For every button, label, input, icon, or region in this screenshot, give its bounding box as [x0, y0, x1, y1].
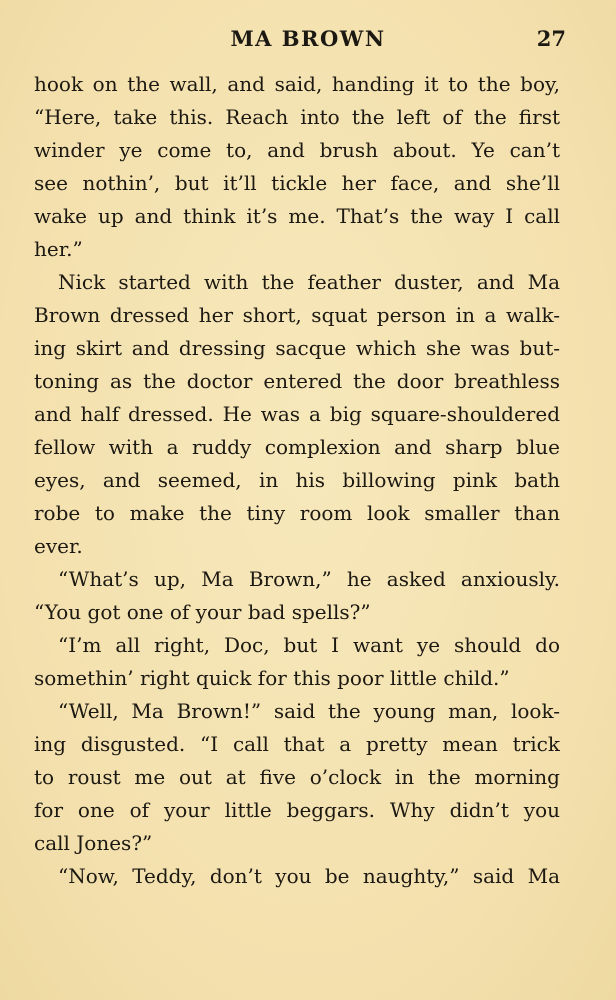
text-line: for one of your little beggars. Why didn’t you — [34, 798, 560, 822]
text-line: her.” — [34, 237, 83, 261]
paragraph — [34, 860, 560, 893]
text-line: “Here, take this. Reach into the left of the first — [34, 105, 560, 129]
text-line: somethin’ right quick for this poor little child.” — [34, 666, 510, 690]
text-line: to roust me out at five o’clock in the morning — [34, 765, 560, 789]
paragraph — [34, 563, 560, 629]
text-line: “I’m all right, Doc, but I want ye should do — [58, 633, 560, 657]
text-line: toning as the doctor entered the door breathless — [34, 369, 560, 393]
text-line: robe to make the tiny room look smaller than — [34, 501, 560, 525]
paragraph — [34, 695, 560, 860]
text-line: ing disgusted. “I call that a pretty mean trick — [34, 732, 560, 756]
text-line: winder ye come to, and brush about. Ye can’t — [34, 138, 560, 162]
text-line: Brown dressed her short, squat person in a walk- — [34, 303, 560, 327]
text-line: fellow with a ruddy complexion and sharp blue — [34, 435, 560, 459]
running-title: MA BROWN — [230, 26, 386, 51]
paragraph — [34, 266, 560, 563]
text-line: see nothin’, but it’ll tickle her face, and she’ll — [34, 171, 560, 195]
text-line: call Jones?” — [34, 831, 153, 855]
text-line: “Well, Ma Brown!” said the young man, look- — [58, 699, 560, 723]
text-line: “You got one of your bad spells?” — [34, 600, 371, 624]
text-line: ever. — [34, 534, 83, 558]
paragraph — [34, 629, 560, 695]
paragraph — [34, 68, 560, 266]
text-line: wake up and think it’s me. That’s the way I call — [34, 204, 560, 228]
text-line: “What’s up, Ma Brown,” he asked anxiously. — [58, 567, 560, 591]
text-line: and half dressed. He was a big square-shouldered — [34, 402, 560, 426]
text-line: “Now, Teddy, don’t you be naughty,” said Ma — [58, 864, 560, 888]
text-line: hook on the wall, and said, handing it to the boy, — [34, 72, 560, 96]
text-line: Nick started with the feather duster, and Ma — [58, 270, 560, 294]
running-head — [0, 26, 616, 56]
body-text — [34, 68, 560, 893]
text-line: eyes, and seemed, in his billowing pink bath — [34, 468, 560, 492]
text-line: ing skirt and dressing sacque which she was but- — [34, 336, 560, 360]
page-number: 27 — [536, 26, 566, 51]
